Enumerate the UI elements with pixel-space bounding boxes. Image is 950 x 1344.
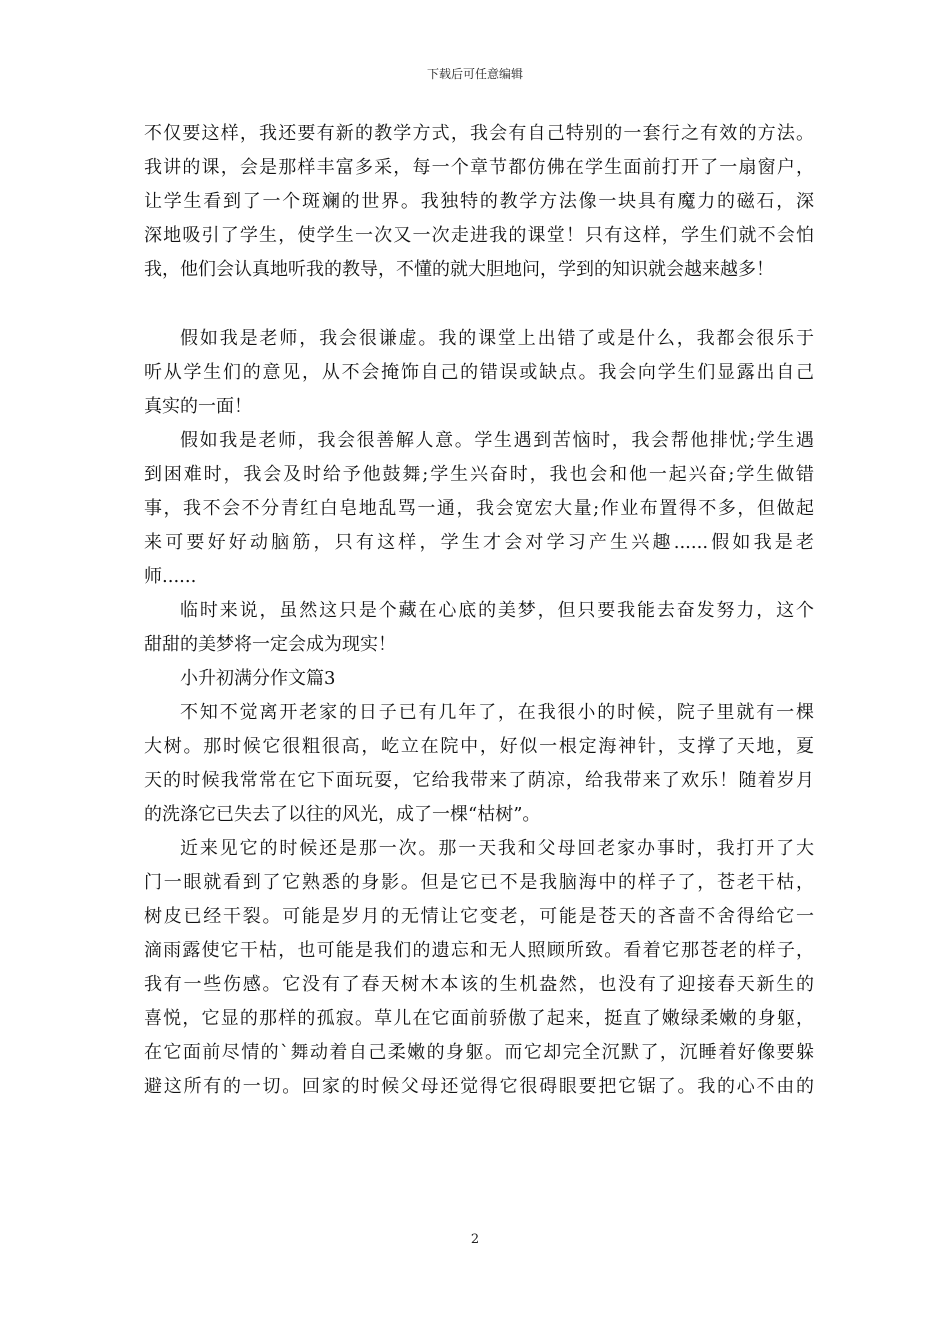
text-line: 师...... [144, 566, 197, 587]
text-line: 大树。那时候它很粗很高，屹立在院中，好似一根定海神针，支撑了天地，夏 [144, 736, 814, 757]
text-line: 到困难时，我会及时给予他鼓舞;学生兴奋时，我也会和他一起兴奋;学生做错 [144, 464, 814, 485]
text-line: 的洗涤它已失去了以往的风光，成了一棵“枯树”。 [144, 804, 541, 825]
text-line: 深地吸引了学生，使学生一次又一次走进我的课堂！只有这样，学生们就不会怕 [144, 225, 814, 246]
text-line: 近来见它的时候还是那一次。那一天我和父母回老家办事时，我打开了大 [180, 838, 814, 859]
text-line: 在它面前尽情的`舞动着自己柔嫩的身躯。而它却完全沉默了，沉睡着好像要躲 [144, 1042, 814, 1063]
text-line: 我有一些伤感。它没有了春天树木本该的生机盎然，也没有了迎接春天新生的 [144, 974, 814, 995]
text-line: 我，他们会认真地听我的教导，不懂的就大胆地问，学到的知识就会越来越多！ [144, 259, 774, 280]
document-body [144, 117, 814, 1104]
text-line: 不知不觉离开老家的日子已有几年了，在我很小的时候，院子里就有一棵 [180, 702, 814, 723]
text-line: 天的时候我常常在它下面玩耍，它给我带来了荫凉，给我带来了欢乐！随着岁月 [144, 770, 814, 791]
page-number: 2 [470, 1232, 480, 1247]
text-line: 甜甜的美梦将一定会成为现实！ [144, 634, 396, 655]
text-line: 假如我是老师，我会很善解人意。学生遇到苦恼时，我会帮他排忧;学生遇 [180, 430, 814, 451]
text-line: 事，我不会不分青红白皂地乱骂一通，我会宽宏大量;作业布置得不多，但做起 [144, 498, 814, 519]
paragraph-gap [144, 287, 814, 322]
text-line: 门一眼就看到了它熟悉的身影。但是它已不是我脑海中的样子了，苍老干枯， [144, 872, 814, 893]
text-line: 临时来说，虽然这只是个藏在心底的美梦，但只要我能去奋发努力，这个 [180, 600, 814, 621]
text-line: 不仅要这样，我还要有新的教学方式，我会有自己特别的一套行之有效的方法。 [144, 123, 814, 144]
text-line: 听从学生们的意见，从不会掩饰自己的错误或缺点。我会向学生们显露出自己 [144, 362, 814, 383]
text-line: 真实的一面！ [144, 396, 252, 417]
text-line: 滴雨露使它干枯，也可能是我们的遗忘和无人照顾所致。看着它那苍老的样子， [144, 940, 814, 961]
page-header: 下载后可任意编辑 [426, 67, 523, 81]
text-line: 树皮已经干裂。可能是岁月的无情让它变老，可能是苍天的吝啬不舍得给它一 [144, 906, 814, 927]
text-line: 让学生看到了一个斑斓的世界。我独特的教学方法像一块具有魔力的磁石，深 [144, 191, 814, 212]
text-line: 假如我是老师，我会很谦虚。我的课堂上出错了或是什么，我都会很乐于 [180, 328, 814, 349]
text-line: 避这所有的一切。回家的时候父母还觉得它很碍眼要把它锯了。我的心不由的 [144, 1076, 814, 1097]
text-line: 我讲的课，会是那样丰富多采，每一个章节都仿佛在学生面前打开了一扇窗户， [144, 157, 814, 178]
text-line: 来可要好好动脑筋，只有这样，学生才会对学习产生兴趣......假如我是老 [144, 532, 814, 553]
text-line: 喜悦，它显的那样的孤寂。草儿在它面前骄傲了起来，挺直了嫩绿柔嫩的身躯， [144, 1008, 814, 1029]
section-heading: 小升初满分作文篇3 [180, 668, 336, 689]
